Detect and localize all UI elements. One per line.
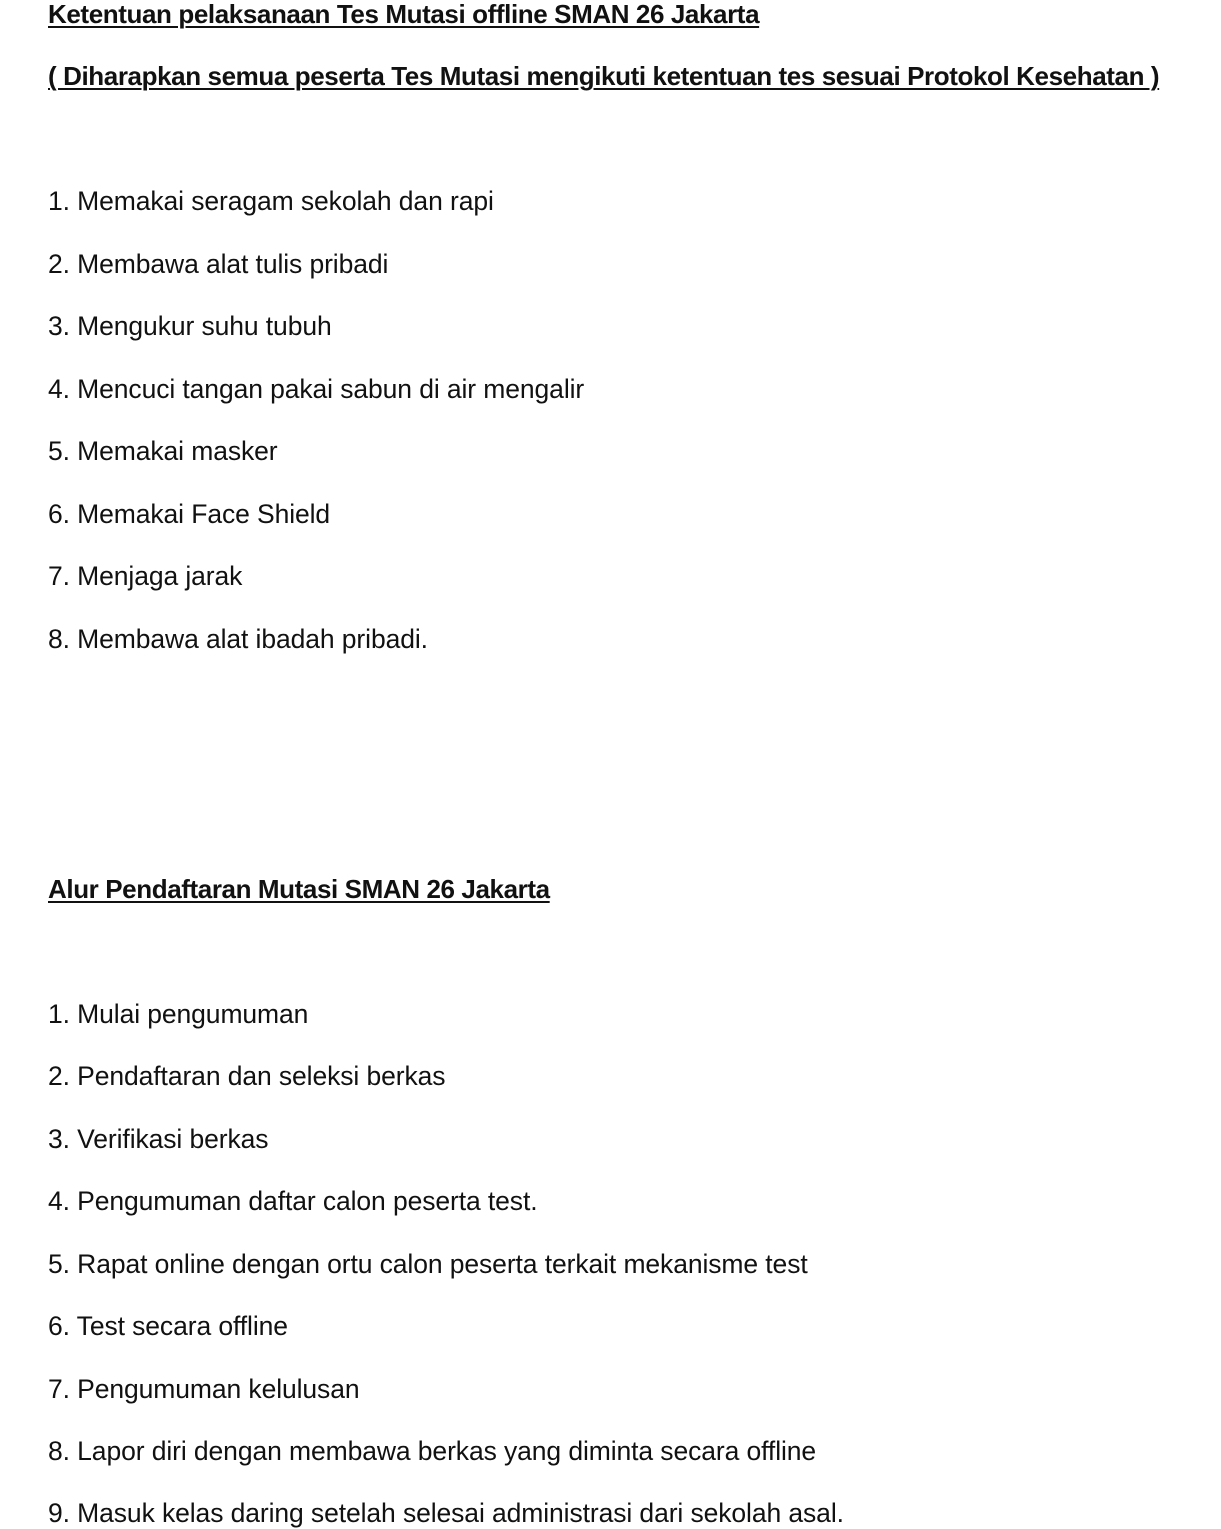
section1-subtitle: ( Diharapkan semua peserta Tes Mutasi mengikuti ketentuan tes sesuai Protokol Kesehatan ) [48,61,1160,91]
list-item: 3. Verifikasi berkas [48,1124,269,1154]
list-item: 2. Pendaftaran dan seleksi berkas [48,1061,446,1091]
list-item: 6. Memakai Face Shield [48,499,331,529]
list-item: 6. Test secara offline [48,1311,288,1341]
list-item: 3. Mengukur suhu tubuh [48,311,332,341]
list-item: 5. Rapat online dengan ortu calon peserta terkait mekanisme test [48,1249,808,1279]
list-item: 1. Memakai seragam sekolah dan rapi [48,186,494,216]
list-item: 7. Menjaga jarak [48,561,243,591]
section2-title: Alur Pendaftaran Mutasi SMAN 26 Jakarta [48,874,550,904]
list-item: 9. Masuk kelas daring setelah selesai administrasi dari sekolah asal. [48,1498,844,1528]
list-item: 4. Pengumuman daftar calon peserta test. [48,1186,538,1216]
list-item: 8. Membawa alat ibadah pribadi. [48,624,428,654]
list-item: 5. Memakai masker [48,436,278,466]
list-item: 2. Membawa alat tulis pribadi [48,249,389,279]
list-item: 1. Mulai pengumuman [48,999,309,1029]
list-item: 7. Pengumuman kelulusan [48,1374,360,1404]
list-item: 8. Lapor diri dengan membawa berkas yang diminta secara offline [48,1436,817,1466]
section1-title: Ketentuan pelaksanaan Tes Mutasi offline SMAN 26 Jakarta [48,0,760,29]
list-item: 4. Mencuci tangan pakai sabun di air mengalir [48,374,585,404]
